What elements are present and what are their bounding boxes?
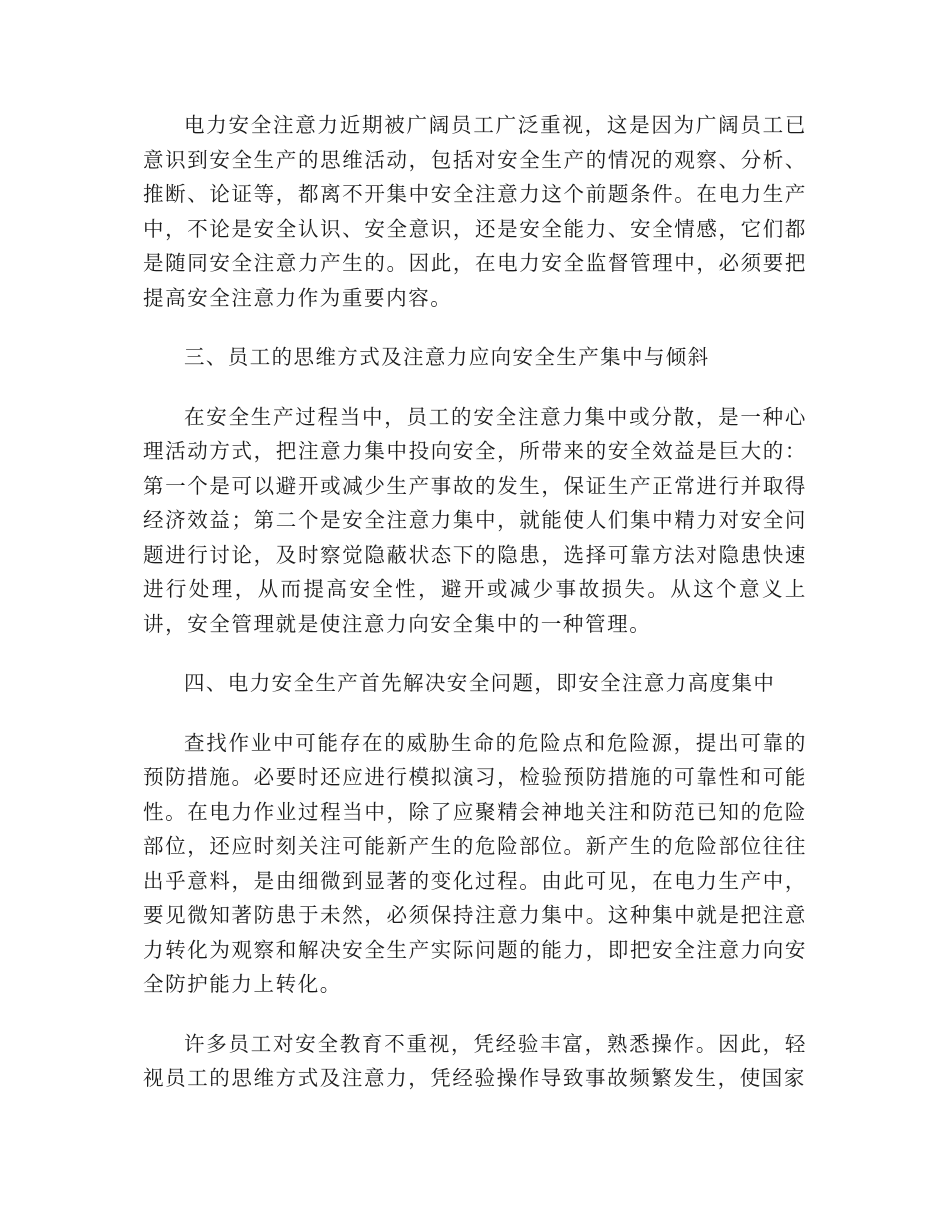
paragraph-hazard-identification: 查找作业中可能存在的威胁生命的危险点和危险源，提出可靠的预防措施。必要时还应进行模拟演习，检验预防措施的可靠性和可能性。在电力作业过程当中，除了应聚精会神地关注和防范已知的危险部位，还应时刻关注可能新产生的危险部位。新产生的危险部位往往出乎意料，是由细微到显著的变化过程。由此可见，在电力生产中，要见微知著防患于未然，必须保持注意力集中。这种集中就是把注意力转化为观察和解决安全生产实际问题的能力，即把安全注意力向安全防护能力上转化。 bbox=[143, 730, 807, 996]
document-body bbox=[143, 108, 807, 1096]
paragraph-neglect-of-safety-education: 许多员工对安全教育不重视，凭经验丰富，熟悉操作。因此，轻视员工的思维方式及注意力，凭经验操作导致事故频繁发生，使国家 bbox=[143, 1031, 807, 1090]
section-heading-three: 三、员工的思维方式及注意力应向安全生产集中与倾斜 bbox=[184, 345, 710, 369]
paragraph-attention-focus-benefits: 在安全生产过程当中，员工的安全注意力集中或分散，是一种心理活动方式，把注意力集中投向安全，所带来的安全效益是巨大的：第一个是可以避开或减少生产事故的发生，保证生产正常进行并取得经济效益；第二个是安全注意力集中，就能使人们集中精力对安全问题进行讨论，及时察觉隐蔽状态下的隐患，选择可靠方法对隐患快速进行处理，从而提高安全性，避开或减少事故损失。从这个意义上讲，安全管理就是使注意力向安全集中的一种管理。 bbox=[143, 404, 807, 636]
paragraph-safety-attention-intro: 电力安全注意力近期被广阔员工广泛重视，这是因为广阔员工已意识到安全生产的思维活动，包括对安全生产的情况的观察、分析、推断、论证等，都离不开集中安全注意力这个前题条件。在电力生产中，不论是安全认识、安全意识，还是安全能力、安全情感，它们都是随同安全注意力产生的。因此，在电力安全监督管理中，必须要把提高安全注意力作为重要内容。 bbox=[143, 113, 807, 310]
section-heading-four: 四、电力安全生产首先解决安全问题，即安全注意力高度集中 bbox=[184, 671, 776, 695]
